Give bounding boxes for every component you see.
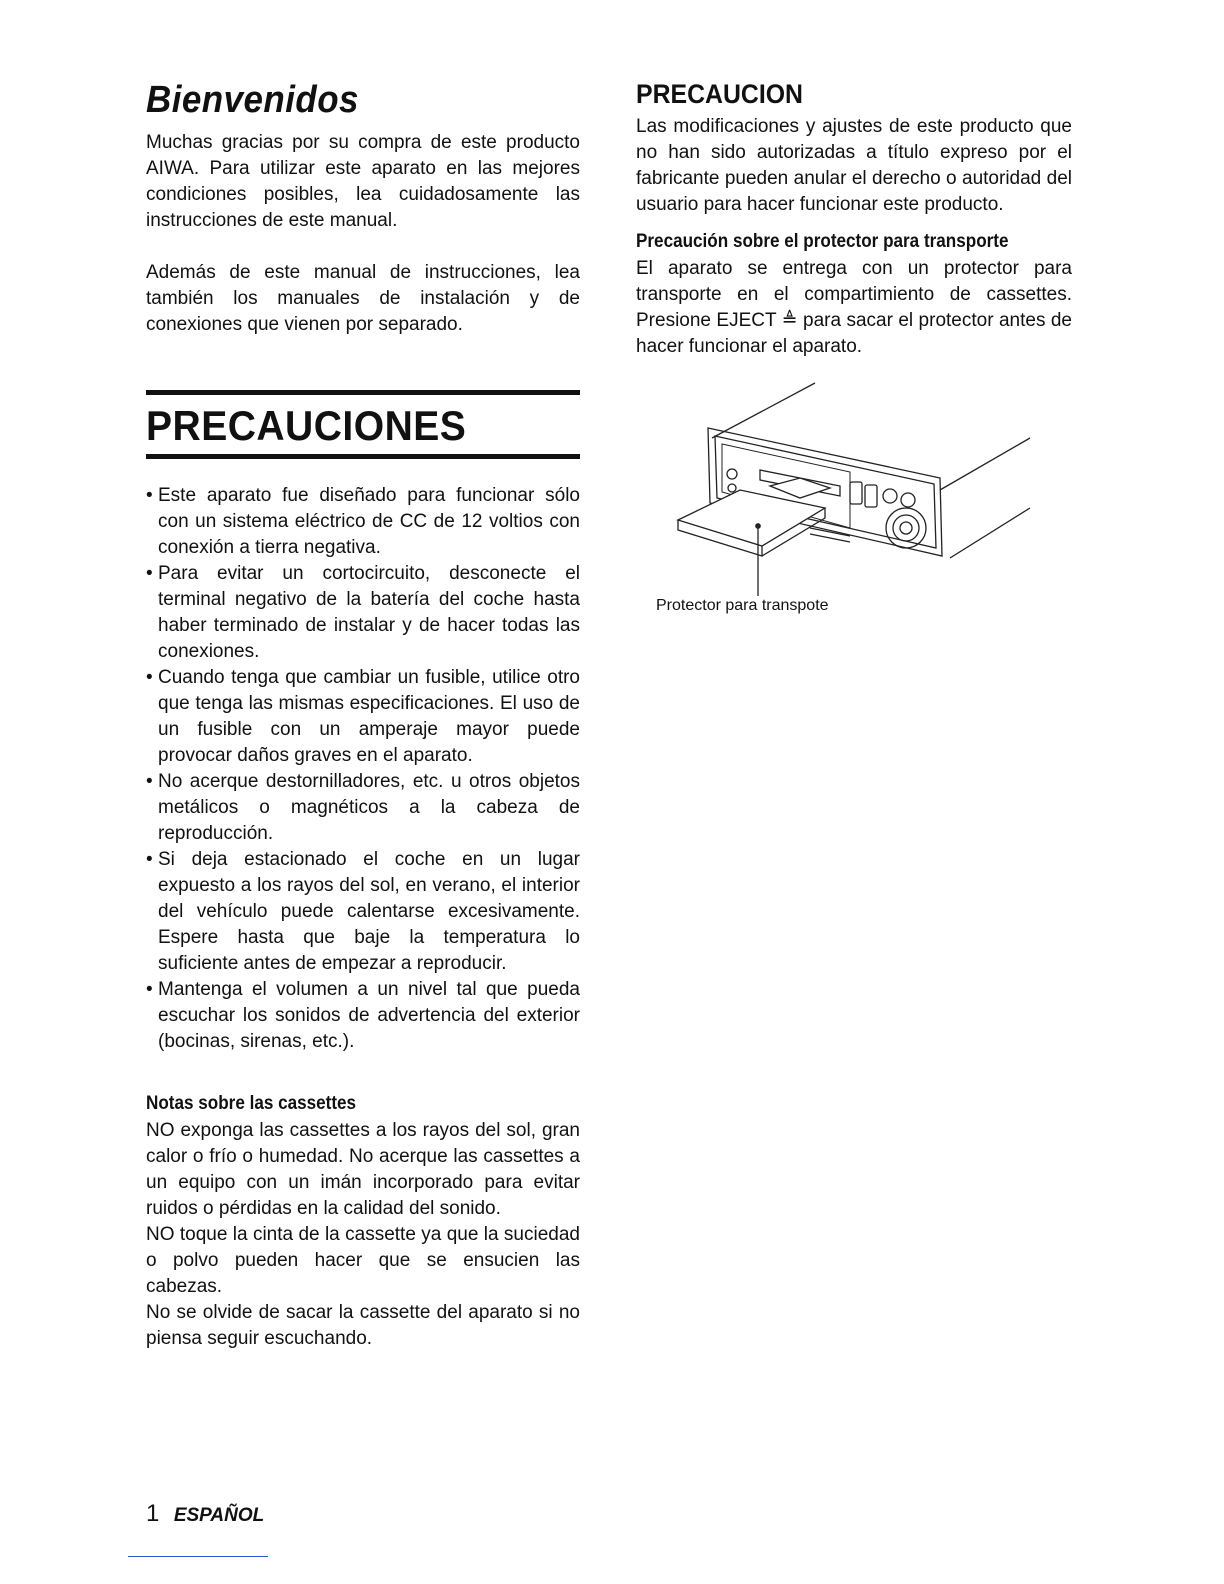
bottom-rule	[146, 454, 580, 459]
list-item	[146, 977, 580, 1055]
footer-divider	[128, 1556, 268, 1557]
transporte-title: Precaución sobre el protector para transporte	[636, 231, 1009, 252]
top-rule	[146, 390, 580, 395]
list-item	[146, 847, 580, 977]
figure-caption: Protector para transpote	[656, 597, 829, 614]
list-item	[146, 561, 580, 665]
notas-paragraph-1: NO exponga las cassettes a los rayos del sol, gran calor o frío o humedad. No acerque las cassettes a un equipo con un imán incorporado para evitar ruidos o pérdidas en la calidad del sonido.	[146, 1120, 580, 1219]
precaucion-section	[636, 78, 1072, 360]
cassette-deck-illustration	[650, 378, 1040, 598]
welcome-paragraph-2: Además de este manual de instrucciones, lea también los manuales de instalación y de conexiones que vienen por separado.	[146, 262, 580, 335]
list-item	[146, 769, 580, 847]
bullet-icon: •	[146, 485, 153, 506]
list-item-text: No acerque destornilladores, etc. u otros objetos metálicos o magnéticos a la cabeza de reproducción.	[158, 771, 580, 844]
list-item	[146, 483, 580, 561]
notas-title: Notas sobre las cassettes	[146, 1093, 357, 1114]
precauciones-list	[146, 483, 580, 1055]
bullet-icon: •	[146, 979, 153, 1000]
list-item-text: Cuando tenga que cambiar un fusible, utilice otro que tenga las mismas especificaciones. El uso de un fusible con un amperaje mayor puede provocar daños graves en el aparato.	[158, 667, 580, 766]
page-number: 1	[146, 1500, 160, 1527]
bullet-icon: •	[146, 771, 153, 792]
bullet-icon: •	[146, 563, 153, 584]
bullet-icon: •	[146, 667, 153, 688]
list-item	[146, 665, 580, 769]
list-item-text: Este aparato fue diseñado para funcionar sólo con un sistema eléctrico de CC de 12 voltios con conexión a tierra negativa.	[158, 485, 580, 558]
welcome-section	[146, 78, 580, 338]
page-footer	[146, 1500, 264, 1528]
welcome-paragraph-1: Muchas gracias por su compra de este producto AIWA. Para utilizar este aparato en las mejores condiciones posibles, lea cuidadosamente las instrucciones de este manual.	[146, 132, 580, 231]
list-item-text: Si deja estacionado el coche en un lugar expuesto a los rayos del sol, en verano, el interior del vehículo puede calentarse excesivamente. Espere hasta que baje la temperatura lo suficiente antes de empezar a reproducir.	[158, 849, 580, 974]
precaucion-title: PRECAUCION	[636, 79, 803, 109]
list-item-text: Mantenga el volumen a un nivel tal que pueda escuchar los sonidos de advertencia del exterior (bocinas, sirenas, etc.).	[158, 979, 580, 1052]
precaucion-paragraph: Las modificaciones y ajustes de este producto que no han sido autorizadas a título expreso por el fabricante pueden anular el derecho o autoridad del usuario para hacer funcionar este producto.	[636, 116, 1072, 215]
notas-paragraph-2: NO toque la cinta de la cassette ya que la suciedad o polvo pueden hacer que se ensucien las cabezas.	[146, 1224, 580, 1297]
notas-section	[146, 1090, 580, 1352]
list-item-text: Para evitar un cortocircuito, desconecte el terminal negativo de la batería del coche hasta haber terminado de instalar y de hacer todas las conexiones.	[158, 563, 580, 662]
language-label: ESPAÑOL	[173, 1505, 265, 1526]
notas-paragraph-3: No se olvide de sacar la cassette del aparato si no piensa seguir escuchando.	[146, 1302, 580, 1349]
welcome-title: Bienvenidos	[146, 79, 359, 121]
precauciones-title: PRECAUCIONES	[146, 402, 467, 449]
transporte-paragraph: El aparato se entrega con un protector para transporte en el compartimiento de cassettes. Presione EJECT ≜ para sacar el protector antes de hacer funcionar el aparato.	[636, 258, 1072, 357]
bullet-icon: •	[146, 849, 153, 870]
